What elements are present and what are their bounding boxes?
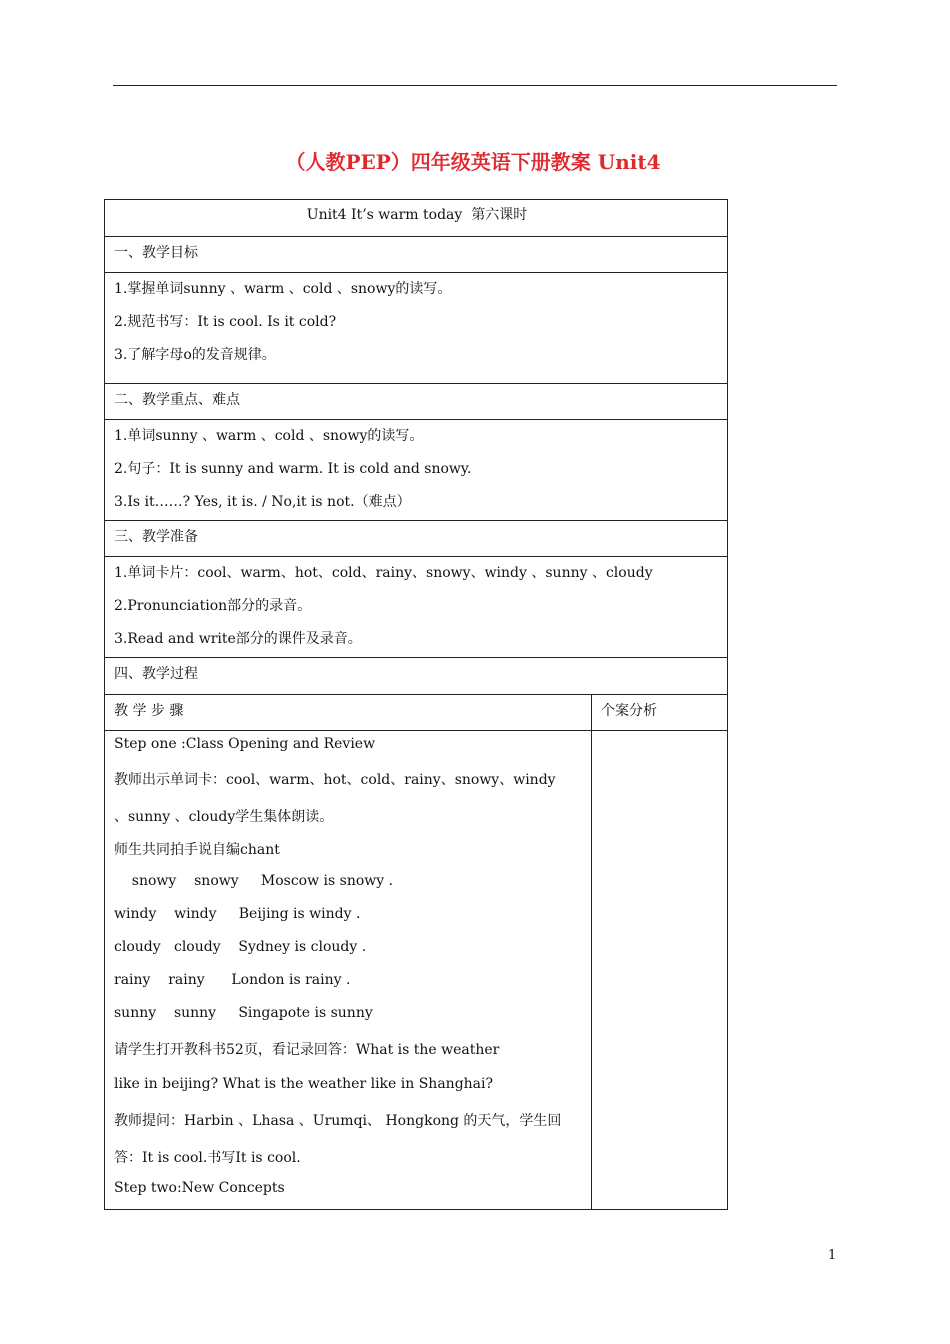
keypoint-line: 2.句子：It is sunny and warm. It is cold and snowy. (114, 461, 472, 477)
objectives-body-row (104, 272, 728, 383)
objectives-heading-row (104, 236, 728, 272)
process-line: 答：It is cool.书写It is cool. (114, 1150, 301, 1166)
objective-line: 2.规范书写：It is cool. Is it cold? (114, 314, 337, 330)
process-heading: 四、教学过程 (114, 666, 198, 682)
objective-line: 1.掌握单词sunny 、warm 、cold 、snowy的读写。 (114, 281, 452, 297)
page-number: 1 (828, 1248, 837, 1263)
keypoints-heading-row (104, 383, 728, 419)
process-line: 、sunny 、cloudy学生集体朗读。 (114, 809, 334, 825)
table-header-row (104, 199, 728, 236)
steps-column (105, 695, 592, 730)
preparation-body-row (104, 556, 728, 657)
objectives-heading: 一、教学目标 (114, 245, 198, 261)
keypoint-line: 3.Is it……? Yes, it is. / No,it is not.（难点） (114, 494, 411, 510)
preparation-line: 2.Pronunciation部分的录音。 (114, 598, 312, 614)
document-title: （人教PEP）四年级英语下册教案 Unit4 (285, 150, 661, 174)
process-line: 师生共同拍手说自编chant (114, 842, 280, 858)
process-line: 教师出示单词卡：cool、warm、hot、cold、rainy、snowy、windy (114, 772, 556, 788)
header-rule (113, 85, 837, 86)
process-body-row (104, 730, 728, 1210)
chant-line: windy windy Beijing is windy . (114, 906, 361, 922)
process-line: 教师提问：Harbin 、Lhasa 、Urumqi、 Hongkong 的天气，学生回 (114, 1113, 562, 1129)
chant-line: rainy rainy London is rainy . (114, 972, 351, 988)
preparation-heading: 三、教学准备 (114, 529, 198, 545)
preparation-line: 1.单词卡片：cool、warm、hot、cold、rainy、snowy、windy 、sunny 、cloudy (114, 565, 653, 581)
preparation-line: 3.Read and write部分的课件及录音。 (114, 631, 362, 647)
analysis-column-header: 个案分析 (601, 703, 657, 719)
lesson-plan-table (104, 199, 728, 1210)
process-line: like in beijing? What is the weather like in Shanghai? (114, 1076, 493, 1092)
chant-line: snowy snowy Moscow is snowy . (114, 873, 394, 889)
process-line: Step one :Class Opening and Review (114, 736, 376, 752)
process-columns-row (104, 694, 728, 730)
keypoints-heading: 二、教学重点、难点 (114, 392, 240, 408)
steps-column-header: 教 学 步 骤 (114, 703, 184, 719)
process-line: 请学生打开教科书52页，看记录回答：What is the weather (114, 1042, 500, 1058)
objective-line: 3.了解字母o的发音规律。 (114, 347, 276, 363)
chant-line: sunny sunny Singapote is sunny (114, 1005, 373, 1021)
keypoints-body-row (104, 419, 728, 520)
preparation-heading-row (104, 520, 728, 556)
process-line: Step two:New Concepts (114, 1180, 285, 1196)
lesson-title: Unit4 It’s warm today 第六课时 (306, 207, 528, 223)
process-heading-row (104, 657, 728, 694)
chant-line: cloudy cloudy Sydney is cloudy . (114, 939, 367, 955)
steps-body (105, 731, 592, 1209)
keypoint-line: 1.单词sunny 、warm 、cold 、snowy的读写。 (114, 428, 424, 444)
